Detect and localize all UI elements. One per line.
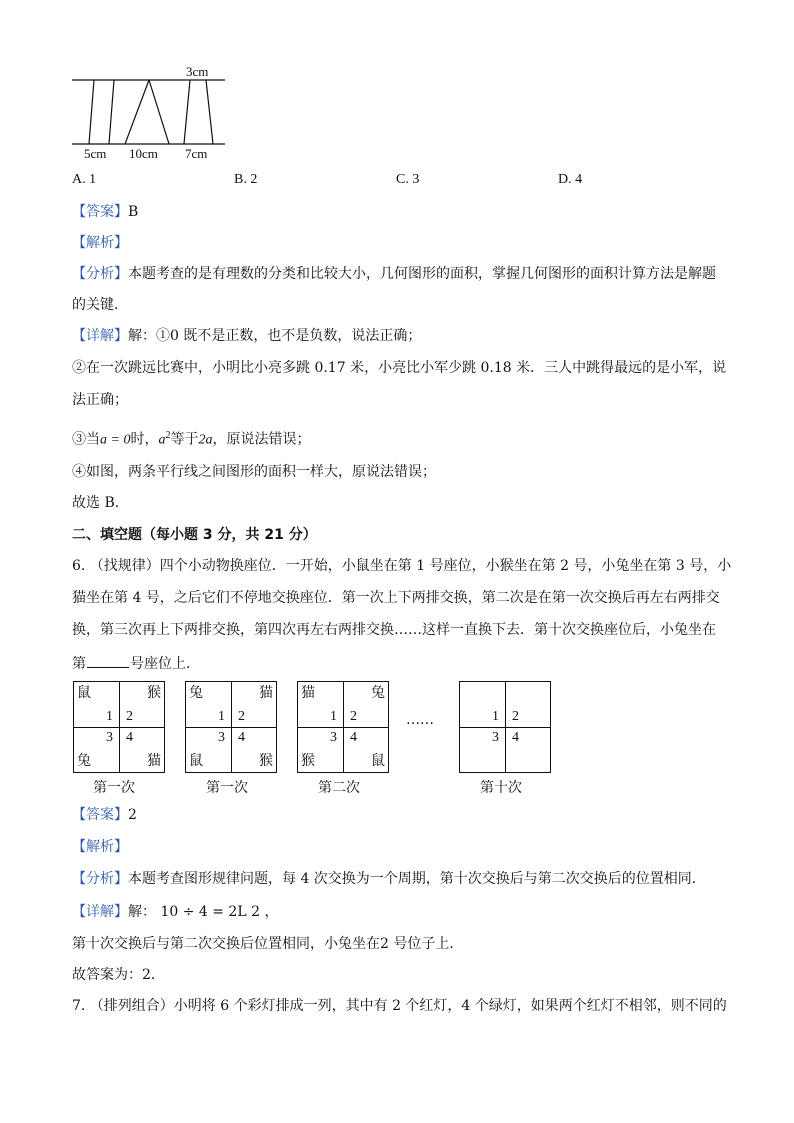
grid1-bottom-right-animal: 猫	[147, 753, 161, 769]
grid3-top-right-animal: 兔	[371, 685, 385, 701]
bottom-length-label-2: 10cm	[129, 146, 158, 161]
q6-line3: 换，第三次再上下两排交换，第四次再左右两排交换……这样一直换下去．第十次交换座位后，小兔坐在	[72, 622, 716, 638]
grid2-number-3: 3	[218, 730, 225, 745]
grid1-top-right-animal: 猴	[147, 685, 161, 701]
fenxi-tag: 【分析】	[72, 266, 128, 282]
grid1-number-3: 3	[106, 730, 113, 745]
answer-tag: 【答案】	[72, 204, 128, 220]
grid2-caption: 第一次	[206, 780, 248, 796]
q5-answer-line	[72, 203, 138, 221]
detail-text: 解：①0 既不是正数，也不是负数，说法正确；	[128, 328, 422, 344]
grid2-bottom-right-animal: 猴	[259, 753, 273, 769]
grid3-bottom-left-animal: 猴	[301, 753, 315, 769]
grid10-number-3: 3	[492, 730, 499, 745]
section-title: 二、填空题（每小题 3 分，共 21 分）	[72, 527, 317, 543]
q6-detail-line2: 第十次交换后与第二次交换后位置相同，小兔坐在2 号位子上．	[72, 936, 464, 952]
parallel-lines-figure	[70, 62, 230, 162]
fenxi-text: 本题考查的是有理数的分类和比较大小，几何图形的面积，掌握几何图形的面积计算方法是解题	[128, 266, 716, 282]
triangle-left-edge	[125, 80, 149, 144]
answer-blank	[87, 653, 129, 668]
q5-fenxi-line2: 的关键．	[72, 297, 128, 313]
detail-tag: 【详解】	[72, 904, 128, 920]
fenxi-tag: 【分析】	[72, 871, 128, 887]
q6-analysis-tag: 【解析】	[72, 839, 128, 855]
math-2a: 2a	[198, 432, 213, 448]
q5-detail-line2: ②在一次跳远比赛中，小明比小亮多跳 0.17 米，小亮比小军少跳 0.18 米．三人中跳得最远的是小军，说	[72, 360, 727, 376]
answer-value: 2	[128, 807, 137, 823]
q6-line4-start: 第	[72, 656, 86, 672]
q6-answer-line	[72, 806, 137, 824]
grid2-top-left-animal: 兔	[189, 685, 203, 701]
math-exponent: 2	[165, 430, 171, 441]
grid3-top-left-animal: 猫	[301, 685, 315, 701]
grid10-number-2: 2	[512, 709, 519, 724]
bottom-length-label-3: 7cm	[185, 146, 208, 161]
grid1-number-1: 1	[106, 709, 113, 724]
grid10-caption: 第十次	[480, 780, 522, 796]
q6-detail-line1	[72, 903, 278, 921]
grid3-number-3: 3	[330, 730, 337, 745]
bottom-length-label-1: 5cm	[84, 146, 107, 161]
detail4-part-a: ③当	[72, 431, 100, 448]
q6-line4-end: 号座位上．	[130, 656, 200, 672]
detail4-part-d: ，原说法错误；	[212, 431, 311, 448]
q6-line4	[72, 653, 200, 673]
parallelogram-right-edge	[109, 80, 114, 144]
detail4-part-b: 时，	[130, 431, 159, 448]
grid2-number-2: 2	[238, 709, 245, 724]
detail4-part-c: 等于	[170, 431, 199, 448]
q5-detail-line5: ④如图，两条平行线之间图形的面积一样大，原说法错误；	[72, 464, 436, 480]
grid1-number-2: 2	[126, 709, 133, 724]
ellipsis: ……	[406, 712, 434, 728]
q5-fenxi-line1	[72, 265, 716, 283]
seat-grid-10	[459, 681, 551, 773]
grid1-number-4: 4	[126, 730, 133, 745]
trapezoid-right-edge	[206, 80, 213, 144]
option-d: D. 4	[558, 172, 583, 187]
q5-detail-line1	[72, 327, 421, 345]
top-length-label: 3cm	[186, 64, 209, 79]
q5-conclusion: 故选 B．	[72, 495, 129, 511]
option-a: A. 1	[72, 172, 97, 187]
grid3-number-4: 4	[350, 730, 357, 745]
q5-detail-line4	[72, 427, 310, 450]
answer-value: B	[128, 204, 139, 220]
grid1-bottom-left-animal: 兔	[77, 753, 91, 769]
option-c: C. 3	[396, 172, 420, 187]
parallelogram-left-edge	[89, 80, 94, 144]
q6-fenxi-line	[72, 870, 706, 888]
q5-analysis-tag: 【解析】	[72, 235, 128, 251]
math-a: a	[158, 432, 166, 448]
trapezoid-left-edge	[184, 80, 190, 144]
q5-detail-line3: 法正确；	[72, 392, 128, 408]
grid3-number-1: 1	[330, 709, 337, 724]
triangle-right-edge	[149, 80, 169, 144]
grid10-number-1: 1	[492, 709, 499, 724]
fenxi-text: 本题考查图形规律问题，每 4 次交换为一个周期，第十次交换后与第二次交换后的位置相同．	[128, 871, 706, 887]
grid2-number-1: 1	[218, 709, 225, 724]
grid3-caption: 第二次	[318, 780, 360, 796]
grid3-bottom-right-animal: 鼠	[371, 753, 385, 769]
math-a-equals-zero: a = 0	[100, 432, 131, 448]
grid10-number-4: 4	[512, 730, 519, 745]
q6-line1: 6. （找规律）四个小动物换座位．一开始，小鼠坐在第 1 号座位，小猴坐在第 2 号，小兔坐在第 3 号，小	[72, 558, 732, 574]
grid3-number-2: 2	[350, 709, 357, 724]
seat-grid-2	[185, 681, 277, 773]
q6-conclusion: 故答案为：2．	[72, 967, 165, 983]
grid2-number-4: 4	[238, 730, 245, 745]
grid2-top-right-animal: 猫	[259, 685, 273, 701]
grid1-top-left-animal: 鼠	[77, 685, 91, 701]
grid2-bottom-left-animal: 鼠	[189, 753, 203, 769]
option-b: B. 2	[234, 172, 258, 187]
q7-line1: 7. （排列组合）小明将 6 个彩灯排成一列，其中有 2 个红灯，4 个绿灯，如果两个红灯不相邻，则不同的	[72, 998, 727, 1014]
answer-tag: 【答案】	[72, 807, 128, 823]
seat-grid-3	[297, 681, 389, 773]
q6-line2: 猫坐在第 4 号，之后它们不停地交换座位．第一次上下两排交换，第二次是在第一次交换后再左右两排交	[72, 590, 720, 606]
detail-tag: 【详解】	[72, 328, 128, 344]
seat-grid-1	[73, 681, 165, 773]
grid1-caption: 第一次	[93, 780, 135, 796]
detail-text: 解： 10 ÷ 4 = 2L 2 ，	[128, 904, 279, 920]
